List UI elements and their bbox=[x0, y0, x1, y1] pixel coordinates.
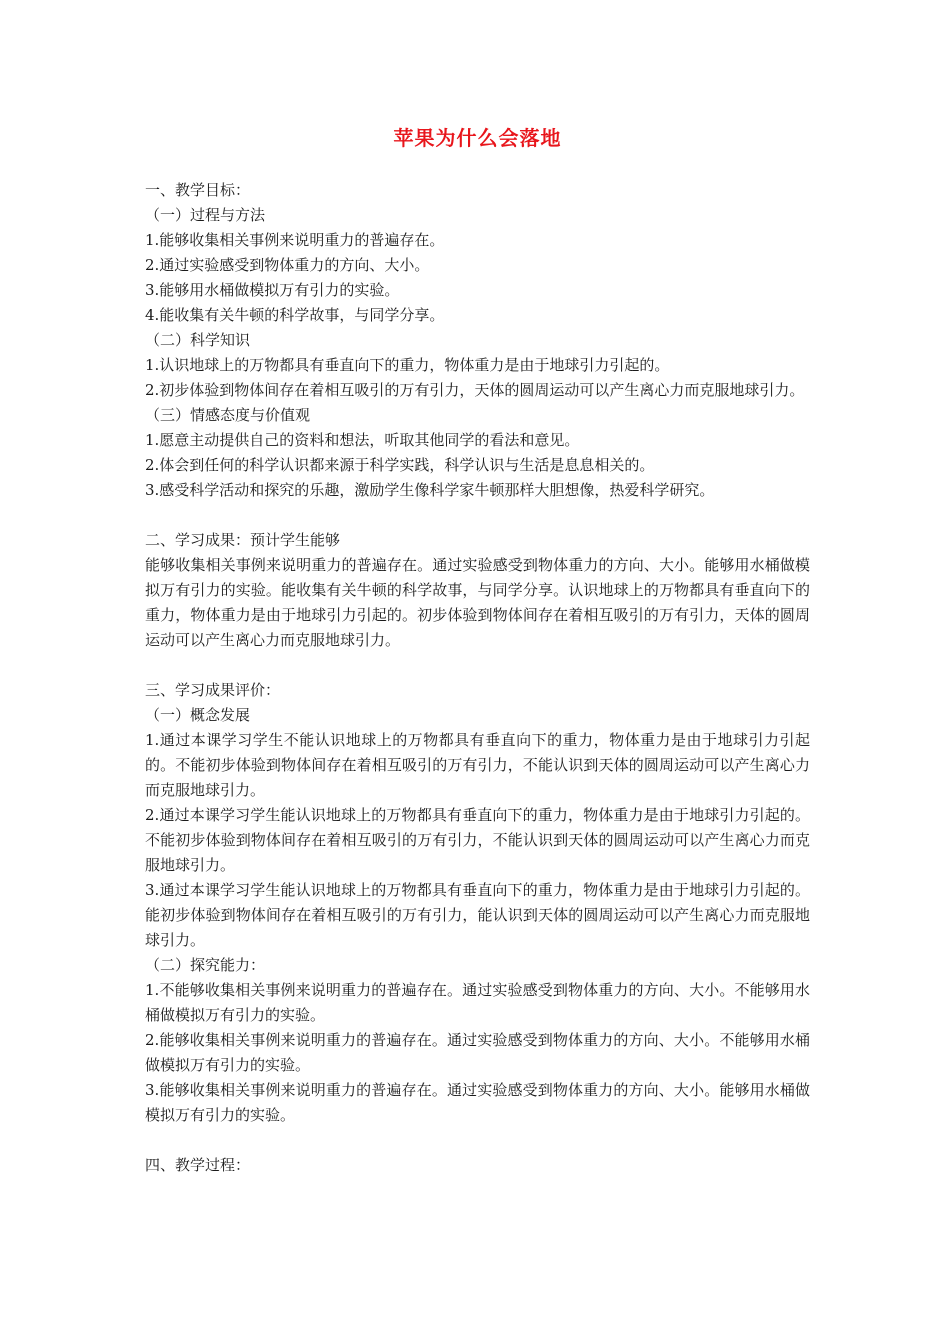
section-heading-objectives: 一、教学目标： bbox=[145, 181, 251, 199]
list-item: 2.通过实验感受到物体重力的方向、大小。 bbox=[145, 256, 430, 274]
list-item: 1.能够收集相关事例来说明重力的普遍存在。 bbox=[145, 231, 445, 249]
list-item: 3.能够用水桶做模拟万有引力的实验。 bbox=[145, 281, 400, 299]
subheading-attitude-values: （三）情感态度与价值观 bbox=[145, 406, 311, 424]
list-item: 3.能够收集相关事例来说明重力的普遍存在。通过实验感受到物体重力的方向、大小。能够用水桶做模拟万有引力的实验。 bbox=[145, 1081, 810, 1124]
subheading-process-method: （一）过程与方法 bbox=[145, 206, 266, 224]
list-item: 2.初步体验到物体间存在着相互吸引的万有引力，天体的圆周运动可以产生离心力而克服地球引力。 bbox=[145, 381, 805, 399]
list-item: 1.通过本课学习学生不能认识地球上的万物都具有垂直向下的重力，物体重力是由于地球引力引起的。不能初步体验到物体间存在着相互吸引的万有引力，不能认识到天体的圆周运动可以产生离心力而克服地球引力。 bbox=[145, 731, 810, 799]
list-item: 3.通过本课学习学生能认识地球上的万物都具有垂直向下的重力，物体重力是由于地球引力引起的。能初步体验到物体间存在着相互吸引的万有引力，能认识到天体的圆周运动可以产生离心力而克服地球引力。 bbox=[145, 881, 810, 949]
list-item: 4.能收集有关牛顿的科学故事，与同学分享。 bbox=[145, 306, 445, 324]
spacer bbox=[145, 653, 810, 678]
paragraph-outcomes: 能够收集相关事例来说明重力的普遍存在。通过实验感受到物体重力的方向、大小。能够用水桶做模拟万有引力的实验。能收集有关牛顿的科学故事，与同学分享。认识地球上的万物都具有垂直向下的重力，物体重力是由于地球引力引起的。初步体验到物体间存在着相互吸引的万有引力，天体的圆周运动可以产生离心力而克服地球引力。 bbox=[145, 556, 810, 649]
section-heading-evaluation: 三、学习成果评价： bbox=[145, 681, 281, 699]
list-item: 2.能够收集相关事例来说明重力的普遍存在。通过实验感受到物体重力的方向、大小。不能够用水桶做模拟万有引力的实验。 bbox=[145, 1031, 810, 1074]
list-item: 3.感受科学活动和探究的乐趣，激励学生像科学家牛顿那样大胆想像，热爱科学研究。 bbox=[145, 481, 715, 499]
subheading-inquiry-ability: （二）探究能力： bbox=[145, 956, 266, 974]
document-body bbox=[145, 178, 810, 1178]
list-item: 1.认识地球上的万物都具有垂直向下的重力，物体重力是由于地球引力引起的。 bbox=[145, 356, 670, 374]
list-item: 2.体会到任何的科学认识都来源于科学实践，科学认识与生活是息息相关的。 bbox=[145, 456, 655, 474]
section-heading-teaching-process: 四、教学过程： bbox=[145, 1156, 251, 1174]
list-item: 1.不能够收集相关事例来说明重力的普遍存在。通过实验感受到物体重力的方向、大小。不能够用水桶做模拟万有引力的实验。 bbox=[145, 981, 810, 1024]
subheading-science-knowledge: （二）科学知识 bbox=[145, 331, 251, 349]
spacer bbox=[145, 503, 810, 528]
spacer bbox=[145, 1128, 810, 1153]
section-heading-outcomes: 二、学习成果：预计学生能够 bbox=[145, 531, 341, 549]
document-title: 苹果为什么会落地 bbox=[393, 126, 562, 150]
list-item: 1.愿意主动提供自己的资料和想法，听取其他同学的看法和意见。 bbox=[145, 431, 580, 449]
list-item: 2.通过本课学习学生能认识地球上的万物都具有垂直向下的重力，物体重力是由于地球引力引起的。不能初步体验到物体间存在着相互吸引的万有引力，不能认识到天体的圆周运动可以产生离心力而克服地球引力。 bbox=[145, 806, 810, 874]
subheading-concept-development: （一）概念发展 bbox=[145, 706, 251, 724]
